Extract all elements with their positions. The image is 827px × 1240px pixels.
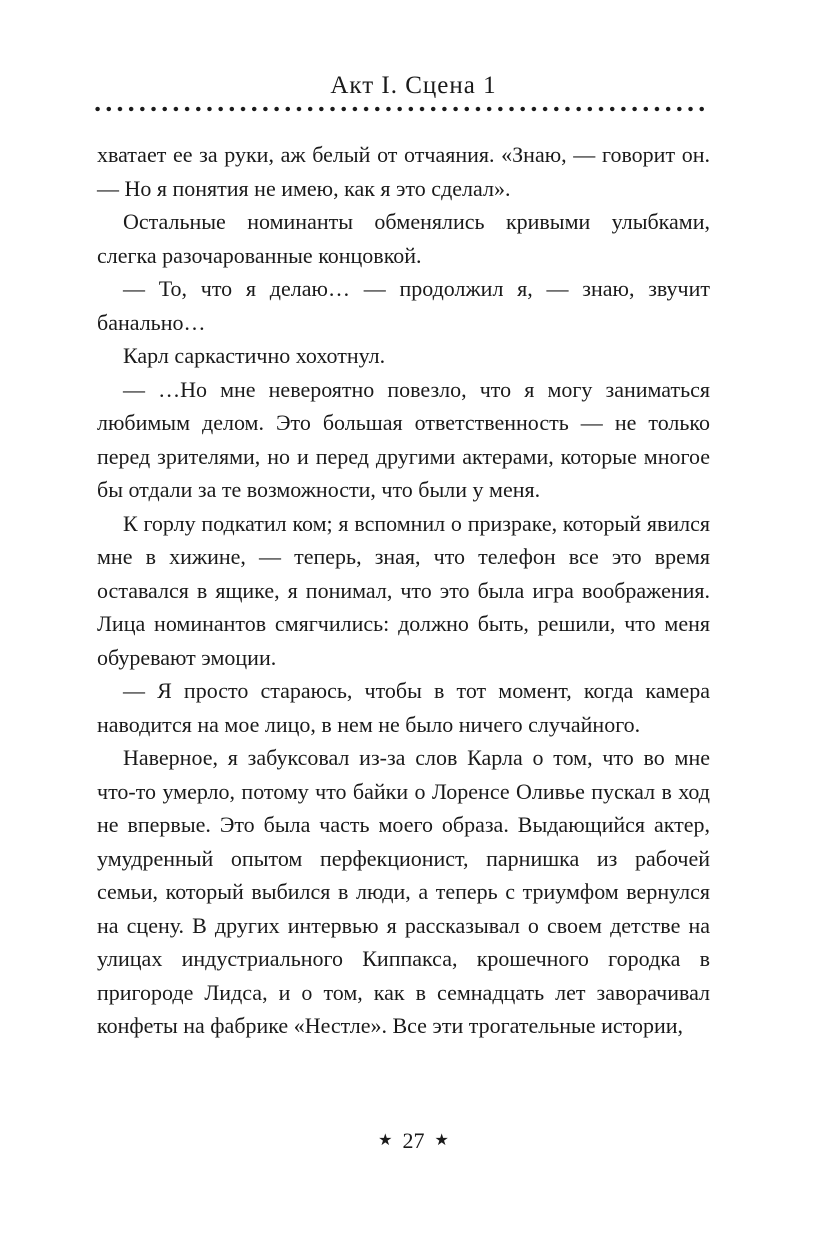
dotted-divider bbox=[92, 106, 709, 112]
body-text bbox=[97, 138, 710, 1043]
paragraph: Карл саркастично хохотнул. bbox=[123, 343, 386, 368]
page-number: 27 bbox=[402, 1128, 425, 1153]
running-header: Акт I. Сцена 1 bbox=[330, 72, 497, 99]
paragraph: К горлу подкатил ком; я вспомнил о призраке, который явился мне в хижине, — теперь, зная, что телефон все это время оставался в ящике, я понимал, что это была игра воображения. Лица номинантов смягчились: должно быть, решили, что меня обуревают эмоции. bbox=[97, 510, 710, 670]
paragraph: хватает ее за руки, аж белый от отчаяния. «Знаю, — говорит он. — Но я понятия не имею, как я это сделал». bbox=[97, 142, 710, 201]
paragraph: — То, что я делаю… — продолжил я, — знаю, звучит банально… bbox=[97, 276, 710, 335]
paragraph: — …Но мне невероятно повезло, что я могу заниматься любимым делом. Это большая ответственность — не только перед зрителями, но и перед другими актерами, которые многое бы отдали за те возможности, что были у меня. bbox=[97, 376, 710, 502]
paragraph: Наверное, я забуксовал из-за слов Карла о том, что во мне что-то умерло, потому что байки о Лоренсе Оливье пускал в ход не впервые. Это была часть моего образа. Выдающийся актер, умудренный опытом перфекционист, парнишка из рабочей семьи, который выбился в люди, а теперь с триумфом вернулся на сцену. В других интервью я рассказывал о своем детстве на улицах индустриального Киппакса, крошечного городка в пригороде Лидса, и о том, как в семнадцать лет заворачивал конфеты на фабрике «Нестле». Все эти трогательные истории, bbox=[97, 745, 710, 1038]
star-icon: ★ bbox=[378, 1132, 393, 1149]
page-footer bbox=[0, 1128, 827, 1154]
star-icon: ★ bbox=[434, 1132, 449, 1149]
paragraph: Остальные номинанты обменялись кривыми улыбками, слегка разочарованные концовкой. bbox=[97, 209, 710, 268]
paragraph: — Я просто стараюсь, чтобы в тот момент, когда камера наводится на мое лицо, в нем не было ничего случайного. bbox=[97, 678, 710, 737]
